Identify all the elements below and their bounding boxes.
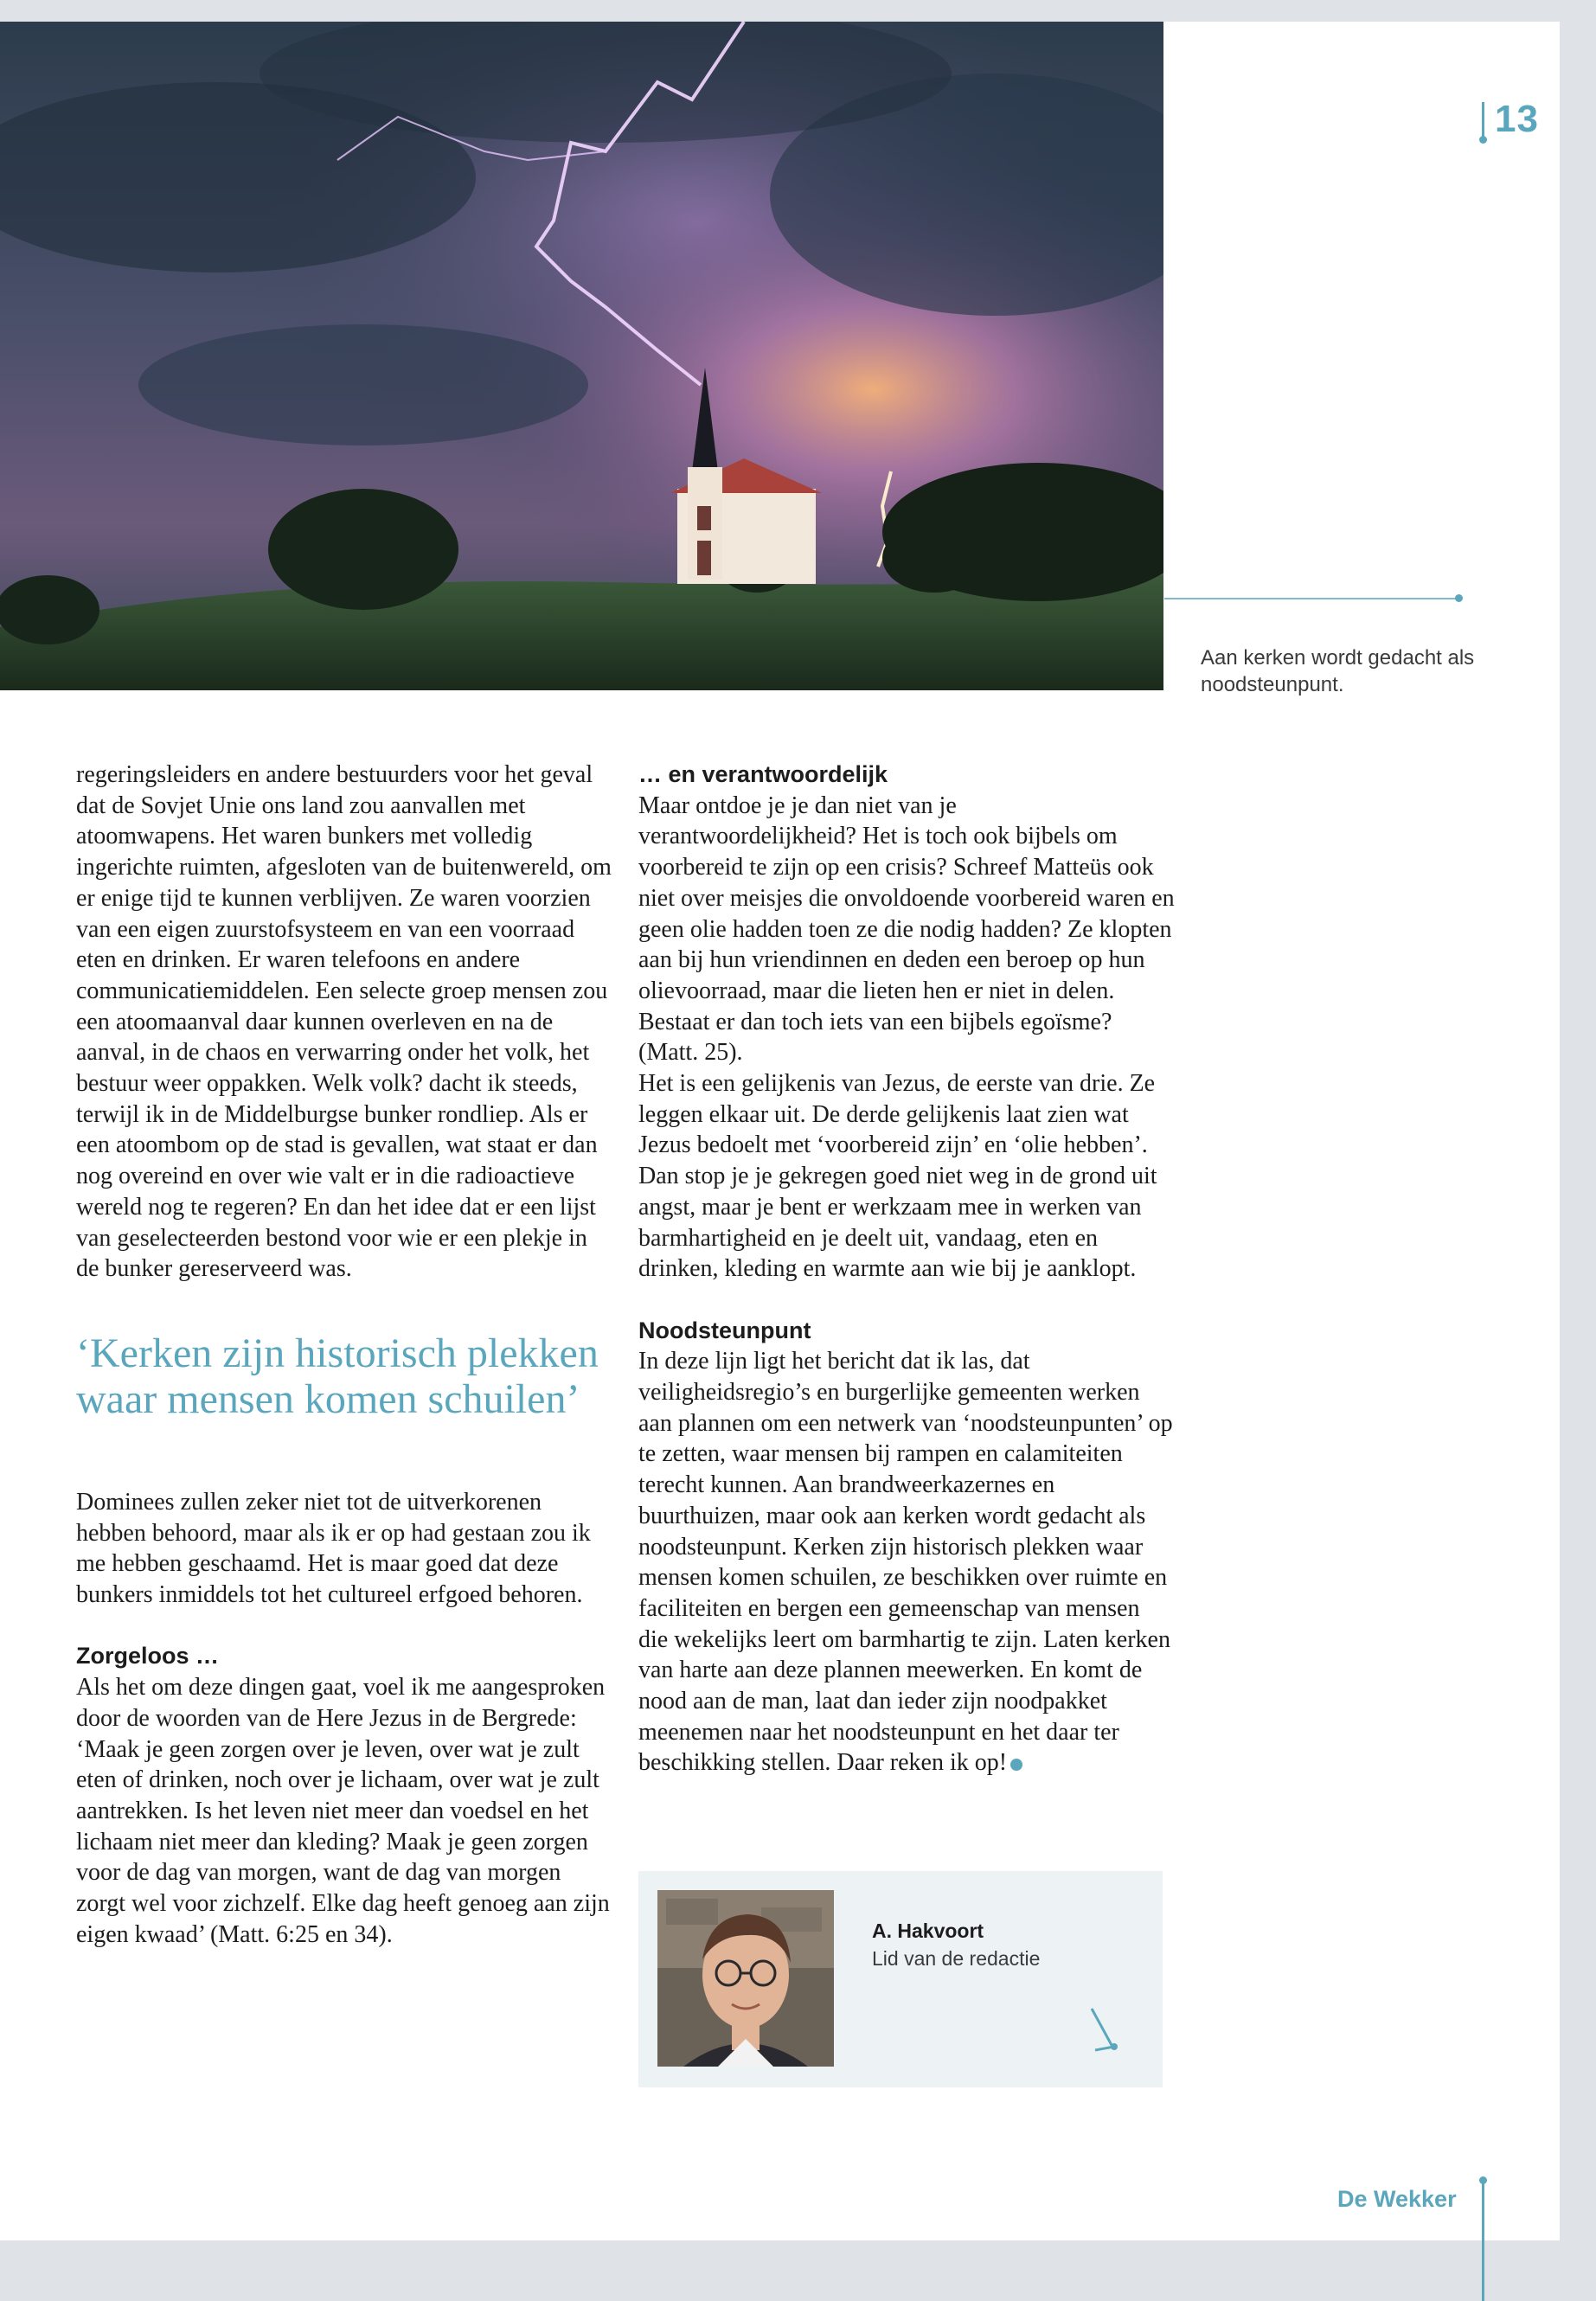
paragraph-noodsteunpunt — [638, 1346, 1175, 1779]
brand-rule — [1482, 2180, 1484, 2301]
subhead-zorgeloos: Zorgeloos … — [76, 1643, 220, 1670]
subhead-noodsteunpunt: Noodsteunpunt — [638, 1317, 811, 1343]
paragraph-bunkers: regeringsleiders en andere bestuurders voor het geval dat de Sovjet Unie ons land zou aanvallen met atoomwapens. Het waren bunkers met volledig ingerichte ruimten, afgesloten van de buitenwereld, om er enige tijd te kunnen verblijven. Ze waren voorzien van een eigen zuurstofsysteem en van een voorraad eten en drinken. Er waren telefoons en andere communicatiemiddelen. Een selecte groep mensen zou een atoomaanval daar kunnen overleven en na de aanval, in de chaos en verwarring onder het volk, het bestuur weer oppakken. Welk volk? dacht ik steeds, terwijl ik in de Middelburgse bunker rondliep. Als er een atoombom op de stad is gevallen, wat staat er dan nog overeind en over wie valt er in die radioactieve wereld nog te regeren? En dan het idee dat er een lijst van geselecteerden bestond voor wie er een plekje in de bunker gereserveerd was. — [76, 761, 612, 1283]
author-name: A. Hakvoort — [872, 1920, 984, 1942]
page-number-rule — [1482, 102, 1484, 140]
page-number-dot — [1479, 136, 1487, 144]
author-portrait — [657, 1890, 834, 2067]
left-column — [76, 760, 612, 1950]
paragraph-noodsteunpunt-text: In deze lijn ligt het bericht dat ik las, dat veiligheidsregio’s en burgerlijke gemeenten werken aan plannen om een netwerk van ‘noodsteunpunten’ op te zetten, waar mensen bij rampen en calamiteiten terecht kunnen. Aan brandweerkazernes en buurthuizen, maar ook aan kerken wordt gedacht als noodsteunpunt. Kerken zijn historisch plekken waar mensen komen schuilen, ze beschikken over ruimte en faciliteiten en bergen een gemeenschap van mensen die wekelijks leert om barmhartig te zijn. Laten kerken van harte aan deze plannen meewerken. En komt de nood aan de man, laat dan ieder zijn noodpakket meenemen naar het noodsteunpunt en het daar ter beschikking stellen. Daar reken ik op! — [638, 1348, 1173, 1777]
right-column — [638, 760, 1175, 1779]
author-box — [638, 1871, 1163, 2087]
photo-caption: Aan kerken wordt gedacht als noodsteunpunt. — [1201, 646, 1475, 696]
magazine-page — [0, 22, 1560, 2240]
paragraph-dominees: Dominees zullen zeker niet tot de uitverkorenen hebben behoord, maar als ik er op had gestaan zou ik me hebben geschaamd. Het is maar goed dat deze bunkers inmiddels tot het cultureel erfgoed behoren. — [76, 1488, 591, 1609]
paragraph-gelijkenis: Het is een gelijkenis van Jezus, de eerste van drie. Ze leggen elkaar uit. De derde gelijkenis laat zien wat Jezus bedoelt met ‘voorbereid zijn’ en ‘olie hebben’. Dan stop je je gekregen goed niet weg in de grond uit angst, maar je bent er werkzaam mee in werken van barmhartigheid en je deelt uit, vandaag, eten en drinken, kleding en warmte aan wie bij je aanklopt. — [638, 1070, 1157, 1283]
magazine-brand: De Wekker — [1337, 2186, 1457, 2212]
subhead-verantwoordelijk: … en verantwoordelijk — [638, 761, 888, 787]
church-lightning-photo — [0, 22, 1163, 690]
pen-mark-icon — [1088, 2005, 1123, 2057]
caption-dot — [1455, 594, 1463, 602]
paragraph-verantwoordelijkheid: Maar ontdoe je je dan niet van je verantwoordelijkheid? Het is toch ook bijbels om voorbereid te zijn op een crisis? Schreef Matteüs ook niet over meisjes die onvoldoende voorbereid waren en geen olie hadden toen ze die nodig hadden? Ze klopten aan bij hun vriendinnen en deden een beroep op hun olievoorraad, maar die lieten hen er niet in delen. Bestaat er dan toch iets van een bijbels egoïsme? (Matt. 25). — [638, 792, 1175, 1067]
author-role: Lid van de redactie — [872, 1947, 1041, 1970]
end-mark-icon — [1010, 1759, 1022, 1771]
paragraph-bergrede: Als het om deze dingen gaat, voel ik me aangesproken door de woorden van de Here Jezus in de Bergrede: ‘Maak je geen zorgen over je leven, over wat je zult eten of drinken, noch over je lichaam, over wat je zult aantrekken. Is het leven niet meer dan voedsel en het lichaam niet meer dan kleding? Maak je geen zorgen voor de dag van morgen, want de dag van morgen zorgt wel voor zichzelf. Elke dag heeft genoeg aan zijn eigen kwaad’ (Matt. 6:25 en 34). — [76, 1674, 610, 1948]
caption-rule — [1164, 598, 1458, 599]
page-number: 13 — [1495, 98, 1539, 140]
pull-quote: ‘Kerken zijn historisch plekken waar mensen komen schuilen’ — [76, 1330, 599, 1422]
